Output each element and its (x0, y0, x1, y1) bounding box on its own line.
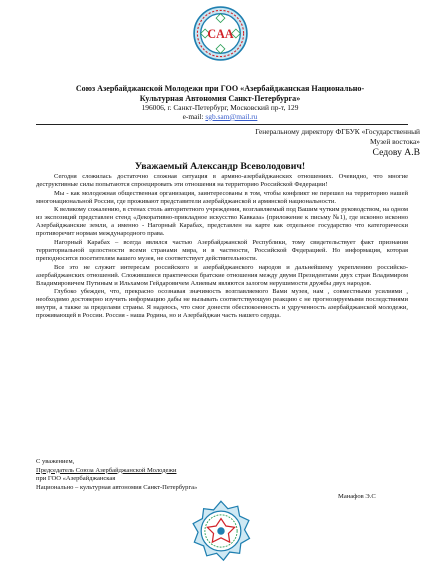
signer-title-line3: Национально – культурная автономия Санкт-Петербурга» (36, 483, 198, 491)
signer-title-line1: Председатель Союза Азербайджанской Молодежи (36, 466, 177, 474)
email-label: e-mail: (182, 111, 206, 121)
organization-address-block (60, 104, 380, 122)
email-link[interactable]: sgb.sam@mail.ru (205, 111, 258, 121)
recipient-line1: Генеральному директору ФГБУК «Государственный (255, 127, 420, 136)
signer-title-line2: при ГОО «Азербайджанская (36, 475, 116, 483)
closing-regards: С уважением, (36, 458, 75, 465)
signer-name: Манафов Э.С (338, 493, 376, 500)
letter-paragraph: Нагорный Карабах – всегда являлся частью Азербайджанской Республики, тому свидетельствует факт признания территориальной целостности всеми странами мира, и в частности, Российской Федерацией. Но информация, которая преподносится посетителям вашего музея, не соответствует действительности. (36, 238, 408, 262)
organization-emblem-icon (193, 6, 248, 61)
letter-paragraph: Глубоко убежден, что, прекрасно осознавая значимость возглавляемого Вами музея, нам , совместными усилиями , необходимо достоверно изучить информацию дабы не вызывать соответствующую реакцию с не прогнозируемыми последствиями внутри, а также за пределами страны. Я надеюсь, что смог донести обеспокоенность и удрученность азербайджанской молодежи, проживающей в России. Россия - наша Родина, но и Азербайджан часть нашего сердца. (36, 288, 408, 320)
signature-block (36, 458, 408, 492)
organization-address: 196006, г. Санкт-Петербург, Московский пр-т, 129 (141, 103, 299, 112)
letter-greeting: Уважаемый Александр Всеволодович! (134, 161, 306, 172)
recipient-block (236, 127, 420, 159)
letter-paragraph: Все это не служит интересам российского и азербайджанского народов и дальнейшему укреплению российско-азербайджанских отношений. Сложившиеся практически братские отношения между двумя Президентами двух стран Владимиром Владимировичем Путиным и Ильхамом Гейдаровичем Алиевым являются залогом нерушимости дружбы двух народов. (36, 263, 408, 287)
organization-email-line (60, 113, 380, 122)
header-divider (36, 124, 408, 125)
organization-name-line2: Культурная Автономия Санкт-Петербурга» (139, 93, 301, 103)
logo-monogram: CAA (207, 26, 234, 41)
letter-paragraph: К великому сожалению, в стенах столь авторитетного учреждения, возглавляемый под Вашим чутким руководством, на одном из экспозиций представлен стенд «Декоративно-прикладное искусство Кавказа» (приложение к письму №1), где исконно исконно Азербайджанские земли, а именно - Нагорный Карабах, представлен на карте как отдельное государство что категорически противоречит нормам международного права. (36, 206, 408, 238)
letter-paragraph: Сегодня сложилась достаточно сложная ситуация в армяно-азербайджанских отношениях. Очевидно, что многие деструктивные силы попытаются спроецировать эти отношения на территорию Российской Федерации! (36, 173, 408, 189)
letter-paragraph: Мы - как молодежная общественная организация, заинтересованы в том, чтобы конфликт не перешел на территорию нашей многонациональной России, где проживают представители азербайджанской и армянской национальности. (36, 189, 408, 205)
recipient-name: Седову А.В (372, 147, 420, 158)
organization-name (60, 84, 380, 104)
organization-name-line1: Союз Азербайджанской Молодежи при ГОО «Азербайджанская Национально- (75, 84, 365, 93)
recipient-line2: Музей востока» (370, 137, 420, 146)
organization-stamp-icon (190, 500, 252, 562)
letter-body (36, 173, 408, 321)
